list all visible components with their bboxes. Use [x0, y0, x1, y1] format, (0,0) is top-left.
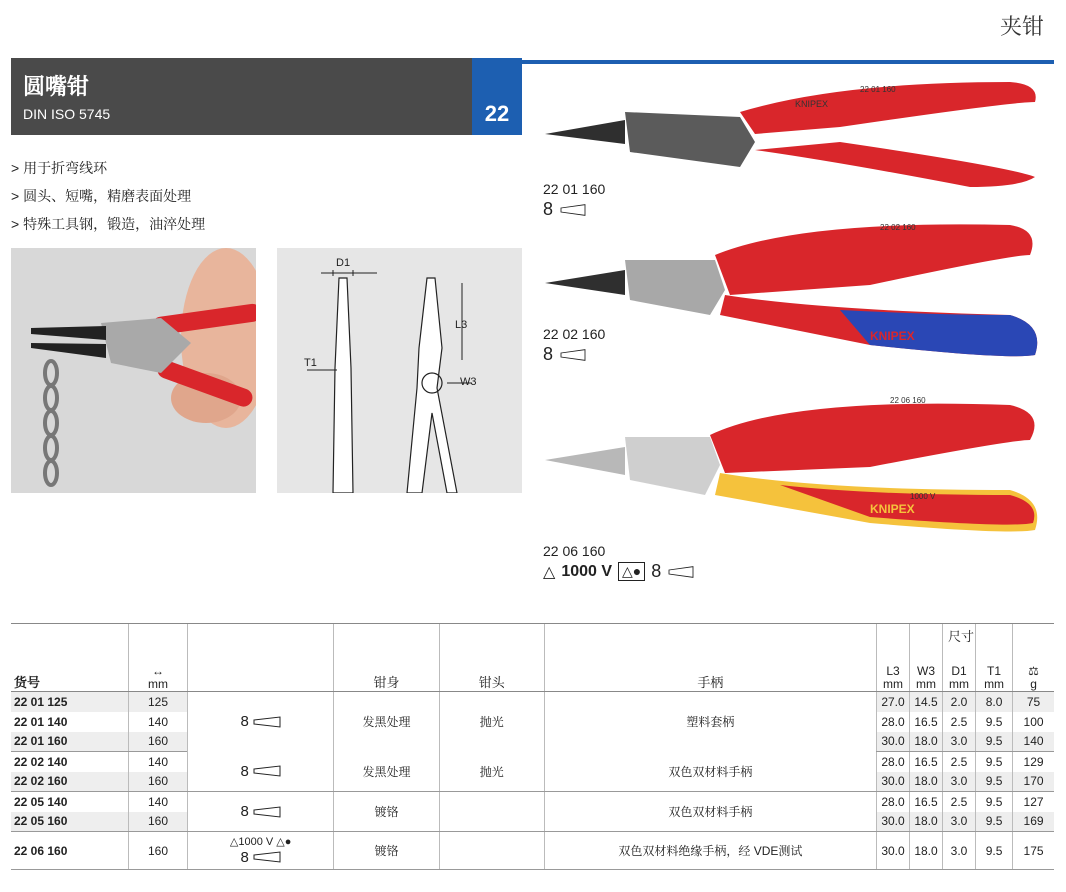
cone-tip-icon	[559, 349, 587, 361]
body-cell: 发黑处理	[334, 752, 439, 792]
product-code: 22 06 160	[543, 543, 606, 559]
col-header-handle: 手柄	[544, 624, 876, 692]
plier-code-text: 22 01 160	[860, 85, 896, 94]
product-header	[11, 58, 472, 135]
cone-tip-icon	[667, 566, 695, 578]
plier-image-22-01-160	[540, 72, 1050, 187]
plier-image-22-02-160	[540, 215, 1050, 365]
length-arrow-icon: ↔	[151, 664, 164, 678]
tip-shape	[543, 199, 605, 220]
body-cell: 发黑处理	[334, 692, 439, 752]
tip-shape	[543, 344, 605, 365]
plier-image-22-06-160	[540, 395, 1050, 545]
plier-code-text: 22 02 160	[880, 223, 916, 232]
head-cell: 抛光	[439, 692, 544, 752]
col-header-l3: L3 mm	[877, 624, 910, 692]
table-row: 22 02 160 160 30.0 18.0 3.0 9.5 170	[11, 772, 1054, 792]
tip-count: 8	[543, 199, 554, 219]
table-header-row	[11, 624, 1054, 692]
col-header-symbol	[187, 624, 333, 692]
tip-count: 8	[651, 561, 662, 581]
diagram-label-d1: D1	[336, 257, 351, 269]
handle-cell: 双色双材料手柄	[544, 752, 876, 792]
product-entry	[543, 326, 605, 365]
dimension-diagram-drawing	[277, 248, 522, 493]
head-cell: 抛光	[439, 752, 544, 792]
diagram-label-l3: L3	[455, 319, 468, 331]
feature-list	[11, 154, 205, 238]
plier-brand-text: KNIPEX	[870, 329, 915, 343]
table-row: 22 05 160 160 30.0 18.0 3.0 9.5 169	[11, 812, 1054, 832]
dimensions-group-label: 尺寸	[947, 629, 974, 644]
voltage-warning-icon: △	[229, 835, 239, 848]
col-header-head: 钳头	[439, 624, 544, 692]
table-row: 22 01 125 125 8 发黑处理 抛光 塑料套柄 27.0 14.5 2.0 8.0 75	[11, 692, 1054, 712]
table-row: 22 05 140 140 8 镀铬 双色双材料手柄 28.0 16.5 2.5 9.5 127	[11, 792, 1054, 812]
col-header-w3: W3 mm	[910, 624, 943, 692]
product-title: 圆嘴钳	[23, 74, 90, 99]
page-section-title: 夹钳	[999, 14, 1044, 39]
product-standard: DIN ISO 5745	[23, 106, 111, 122]
body-cell: 镀铬	[334, 792, 439, 832]
feature-item: > 用于折弯线环	[11, 160, 108, 176]
col-header-body: 钳身	[334, 624, 439, 692]
vde-gs-mark-icon: △●	[276, 835, 292, 848]
cone-tip-icon	[253, 716, 281, 728]
tip-symbol-cell: 8	[187, 752, 333, 792]
spec-table	[11, 623, 1054, 870]
dimension-diagram	[277, 248, 522, 493]
voltage-warning-icon: △	[543, 563, 556, 581]
tip-shape	[543, 561, 695, 582]
head-cell	[439, 792, 544, 832]
diagram-label-t1: T1	[304, 357, 317, 369]
voltage-rating: 1000 V	[561, 562, 613, 580]
tip-symbol-cell: 8	[187, 792, 333, 832]
table-row: 22 06 160 160 △1000 V △● 8 镀铬 双色双材料绝缘手柄，经 VDE测试 30.0 18.0 3.0 9.5 175	[11, 832, 1054, 870]
col-header-d1: D1 mm	[943, 624, 976, 692]
product-entry	[543, 181, 605, 220]
handle-cell: 双色双材料手柄	[544, 792, 876, 832]
cone-tip-icon	[253, 765, 281, 777]
table-row: 22 02 140 140 8 发黑处理 抛光 双色双材料手柄 28.0 16.5 2.5 9.5 129	[11, 752, 1054, 772]
product-code: 22 01 160	[543, 181, 606, 197]
usage-photo	[11, 248, 256, 493]
tip-symbol-cell: 8	[187, 692, 333, 752]
handle-cell: 双色双材料绝缘手柄，经 VDE测试	[544, 832, 876, 870]
diagram-label-w3: W3	[460, 376, 477, 388]
plier-brand-text: KNIPEX	[795, 99, 829, 109]
product-code: 22 02 160	[543, 326, 606, 342]
feature-item: > 特殊工具钢，锻造，油淬处理	[11, 216, 206, 232]
cone-tip-icon	[253, 806, 281, 818]
col-header-length: ↔ mm	[129, 624, 188, 692]
col-header-weight: ⚖ g	[1013, 624, 1054, 692]
section-number: 22	[472, 58, 522, 135]
col-header-t1: T1 mm	[976, 624, 1013, 692]
head-cell	[439, 832, 544, 870]
tip-count: 8	[543, 344, 554, 364]
plier-voltage-text: 1000 V	[910, 492, 936, 501]
table-row: 22 01 140 140 28.0 16.5 2.5 9.5 100	[11, 712, 1054, 732]
scale-icon: ⚖	[1028, 664, 1039, 678]
cone-tip-icon	[559, 204, 587, 216]
tip-symbol-cell: △1000 V △● 8	[187, 832, 333, 870]
cone-tip-icon	[253, 851, 281, 863]
plier-code-text: 22 06 160	[890, 396, 926, 405]
handle-cell: 塑料套柄	[544, 692, 876, 752]
product-entry	[543, 543, 695, 582]
table-row: 22 01 160 160 30.0 18.0 3.0 9.5 140	[11, 732, 1054, 752]
body-cell: 镀铬	[334, 832, 439, 870]
header-accent-line	[522, 60, 1054, 64]
usage-photo-image	[11, 248, 256, 493]
vde-gs-mark-icon: △●	[618, 562, 645, 581]
feature-item: > 圆头、短嘴，精磨表面处理	[11, 188, 192, 204]
col-header-code: 货号	[11, 624, 129, 692]
plier-brand-text: KNIPEX	[870, 502, 915, 516]
